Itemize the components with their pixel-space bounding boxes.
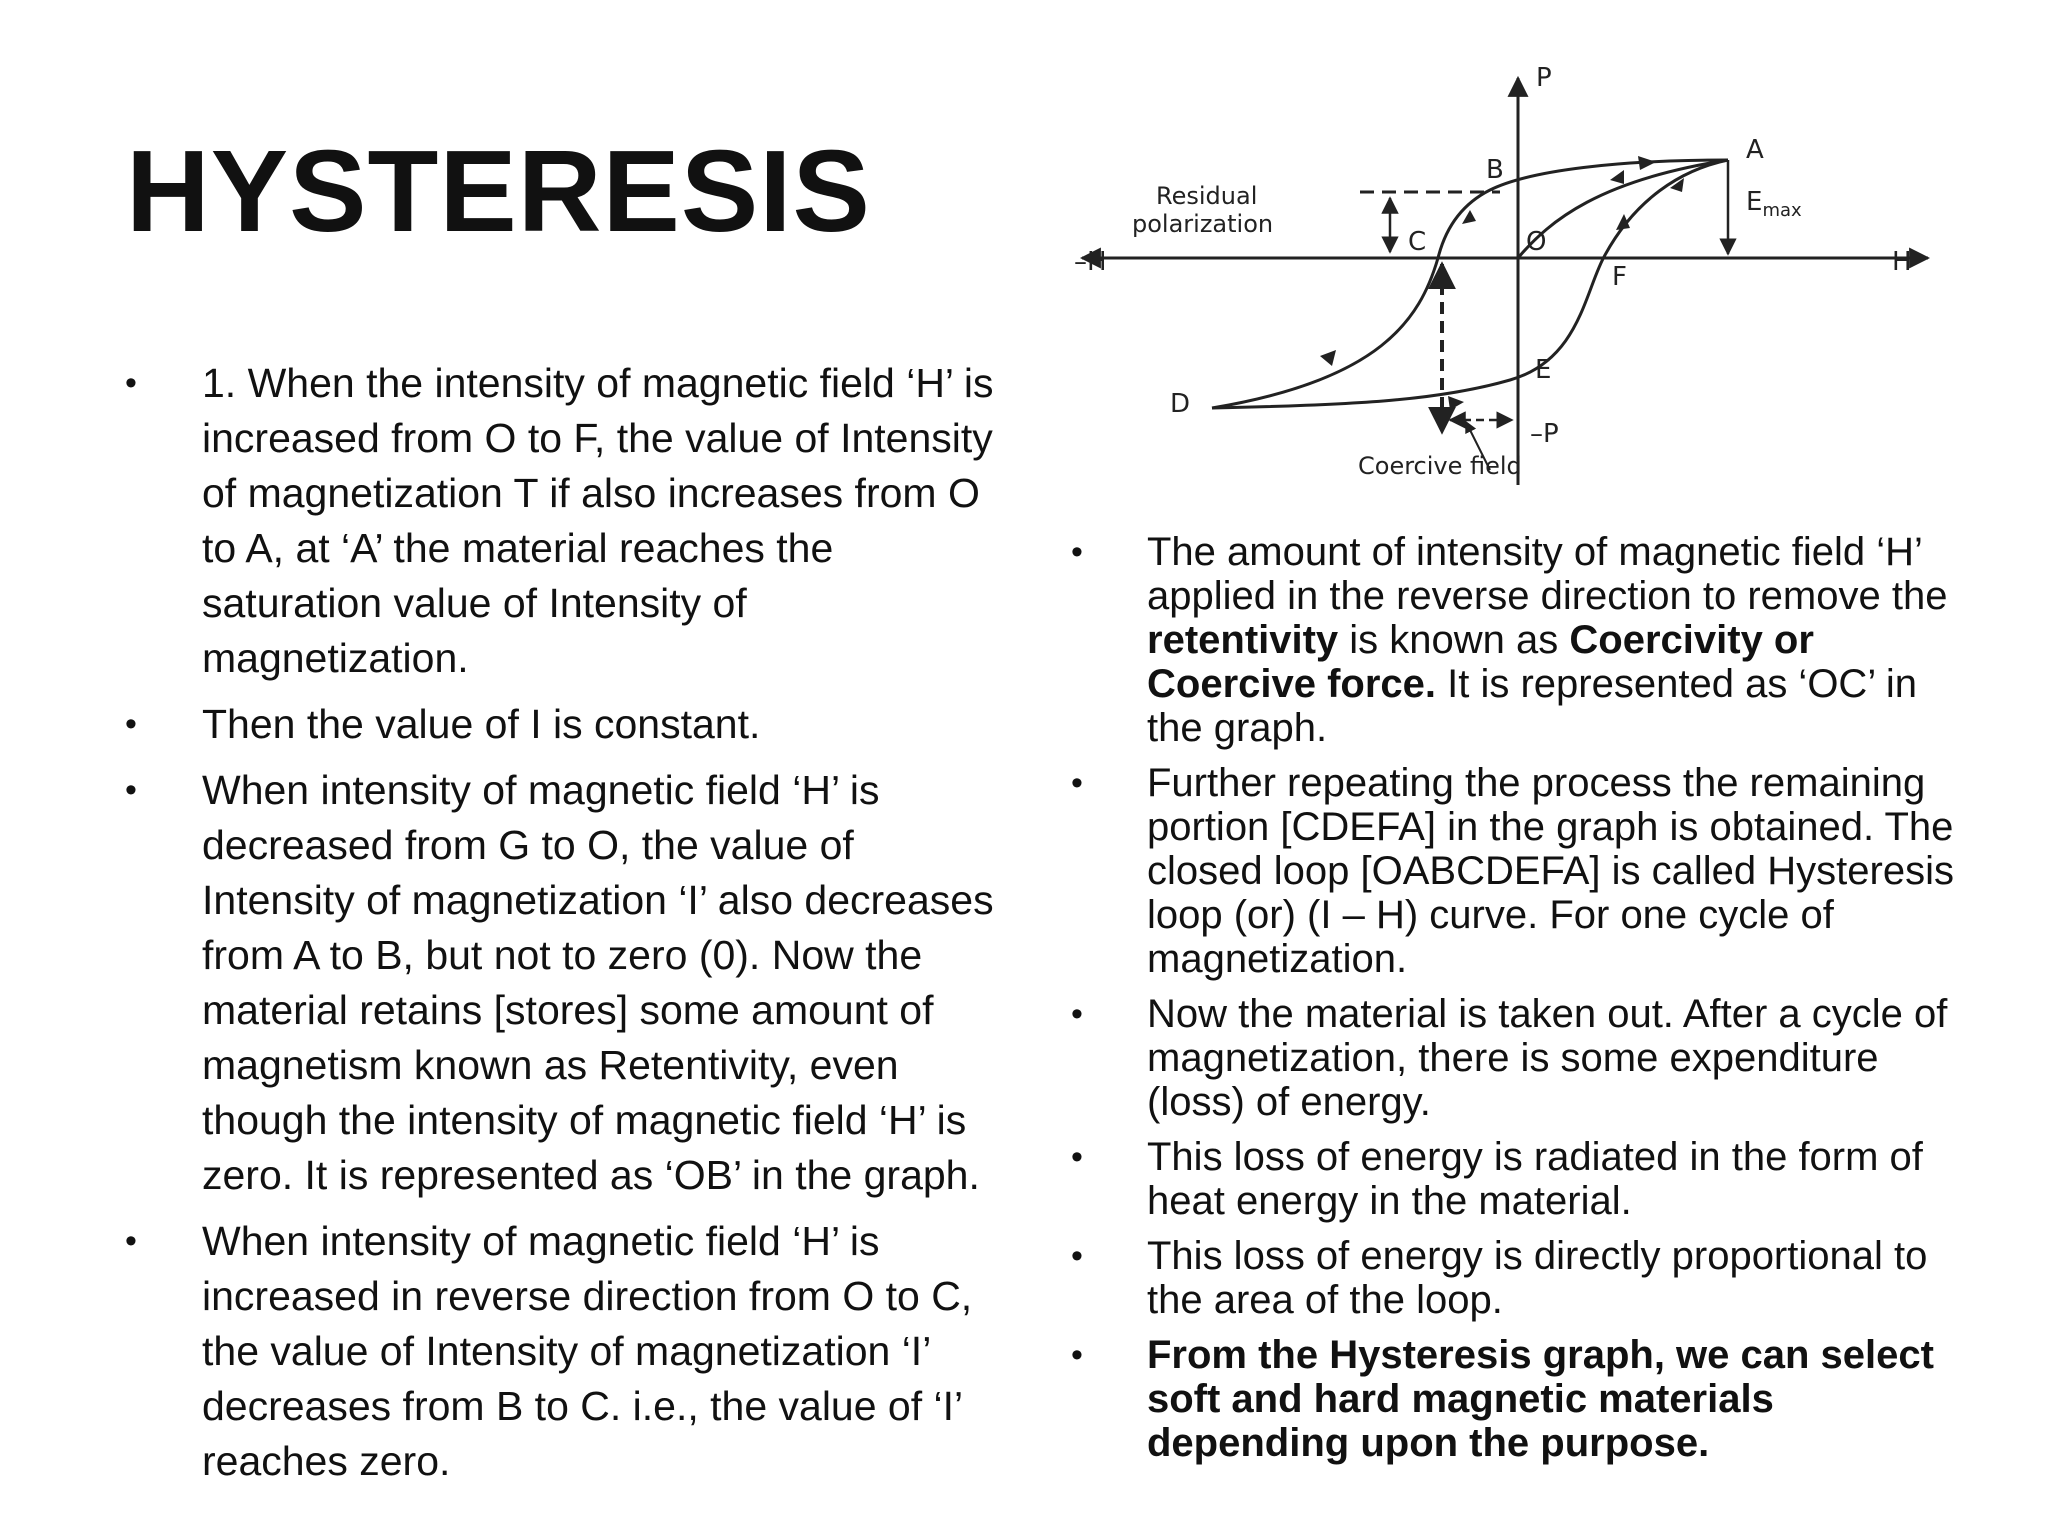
loop-lower-branch [1212,160,1728,408]
arrow-de [1448,396,1464,410]
left-bullet-list [118,356,998,1489]
label-c: C [1408,227,1427,257]
label-emax: $E_{max}$ [1746,187,1802,221]
label-residual-1: Residual [1156,182,1258,210]
label-d: D [1170,389,1191,419]
label-neg-h: –H [1074,247,1107,277]
label-a: A [1746,135,1764,165]
label-p: P [1536,63,1552,93]
arrow-cd [1320,350,1336,366]
label-h: H [1892,247,1912,277]
arrow-bc [1462,210,1476,224]
left-bullet-4: • When intensity of magnetic field ‘H’ is increased in reverse direction from O to C, the value of Intensity of magnetization ‘I’ decreases from B to C. i.e., the value of ‘I’ reaches zero. [118,1214,998,1489]
slide-title: HYSTERESIS [126,126,871,256]
bullet-dot: • [1071,764,1083,802]
left-bullet-2: • Then the value of I is constant. [118,697,998,752]
arrow-ab [1638,156,1656,170]
right-bullet-1: • The amount of intensity of magnetic field ‘H’ applied in the reverse direction to remove the retentivity is known as Coercivity or Coercive force. It is represented as ‘OC’ in the graph. [1071,530,1948,750]
bullet-dot: • [125,1222,137,1260]
label-residual-2: polarization [1132,210,1274,238]
left-column [118,356,998,1500]
bullet-dot: • [1071,1237,1083,1275]
label-e: E [1535,355,1552,385]
label-neg-p: –P [1530,419,1559,449]
right-column [1063,530,1963,1476]
bullet-dot: • [1071,995,1083,1033]
right-bullet-list [1063,530,1963,1465]
right-bullet-2: • Further repeating the process the remaining portion [CDEFA] in the graph is obtained. The closed loop [OABCDEFA] is called Hysteresis loop (or) (I – H) curve. For one cycle of magnetization. [1071,761,1954,981]
bullet-dot: • [125,364,137,402]
label-coercive: Coercive field [1358,452,1522,480]
label-o: O [1526,227,1547,257]
left-bullet-1: • 1. When the intensity of magnetic field ‘H’ is increased from O to F, the value of Intensity of magnetization T if also increases from O to A, at ‘A’ the material reaches the saturation value of Intensity of magnetization. [118,356,998,686]
label-f: F [1612,262,1627,292]
bullet-dot: • [125,771,137,809]
hysteresis-loop-diagram [1060,60,1940,500]
right-bullet-5: • This loss of energy is directly proportional to the area of the loop. [1071,1234,1928,1322]
bullet-dot: • [1071,533,1083,571]
right-bullet-6: • From the Hysteresis graph, we can select soft and hard magnetic materials depending upon the purpose. [1071,1333,1934,1465]
right-bullet-3: • Now the material is taken out. After a cycle of magnetization, there is some expenditure (loss) of energy. [1071,992,1948,1124]
bullet-dot: • [125,705,137,743]
bullet-dot: • [1071,1138,1083,1176]
bullet-dot: • [1071,1336,1083,1374]
arrow-oa [1610,170,1624,184]
left-bullet-3: • When intensity of magnetic field ‘H’ is decreased from G to O, the value of Intensity of magnetization ‘I’ also decreases from A to B, but not to zero (0). Now the material retains [stores] some amount of magnetism known as Retentivity, even though the intensity of magnetic field ‘H’ is zero. It is represented as ‘OB’ in the graph. [118,763,998,1203]
label-b: B [1486,155,1504,185]
right-bullet-4: • This loss of energy is radiated in the form of heat energy in the material. [1071,1135,1923,1223]
